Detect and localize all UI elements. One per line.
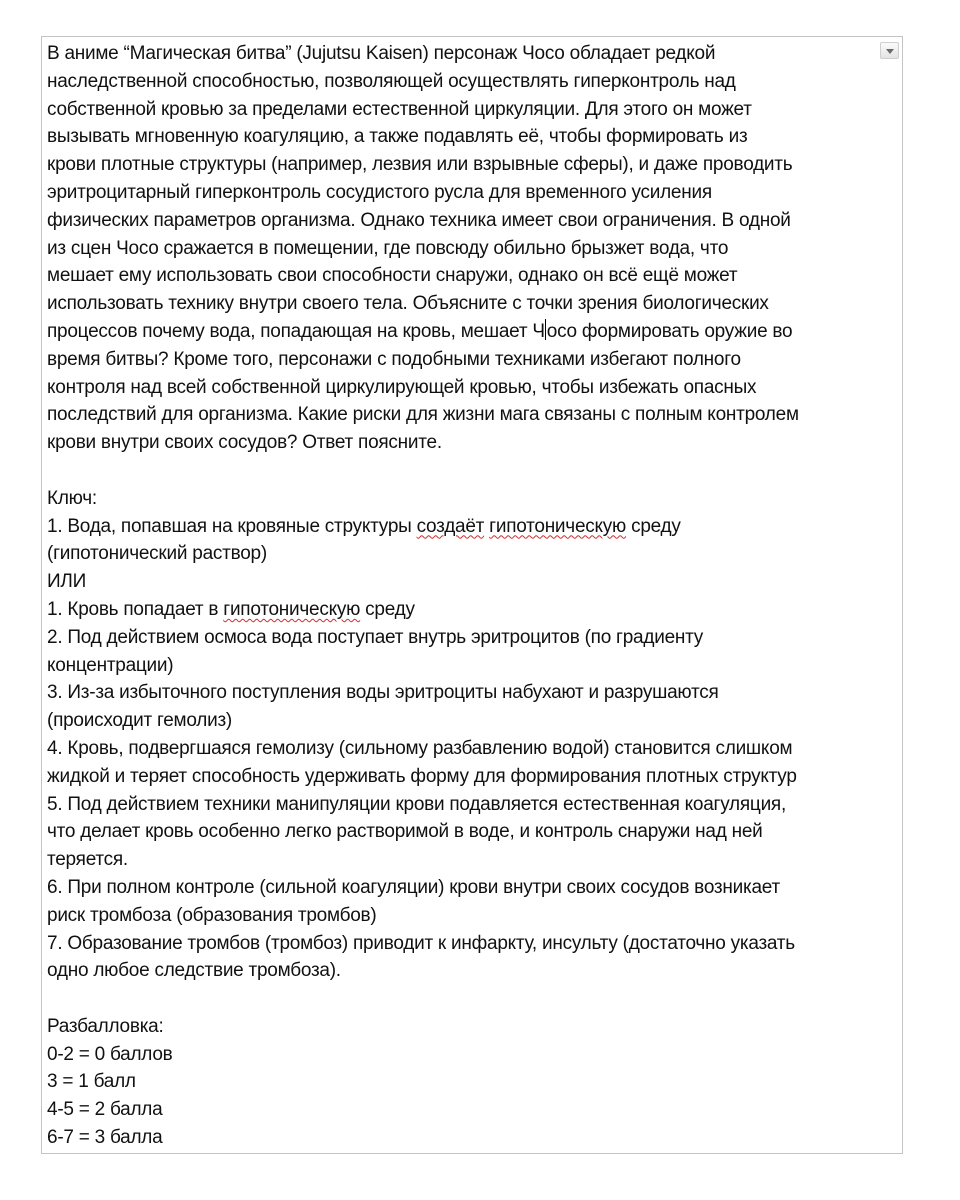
key-or: ИЛИ bbox=[47, 571, 87, 593]
key-item-text: среду bbox=[626, 515, 681, 537]
question-line: вызывать мгновенную коагуляцию, а также подавлять её, чтобы формировать из bbox=[47, 126, 748, 148]
question-line-part: осо формировать оружие во bbox=[546, 320, 793, 342]
key-item-line: (происходит гемолиз) bbox=[47, 710, 233, 732]
key-item-line: что делает кровь особенно легко растворимой в воде, и контроль снаружи над ней bbox=[47, 821, 763, 843]
question-line: из сцен Чосо сражается в помещении, где повсюду обильно брызжет вода, что bbox=[47, 237, 729, 259]
question-line bbox=[47, 318, 903, 346]
question-line-part: процессов почему вода, попадающая на кровь, мешает Ч bbox=[47, 320, 545, 342]
key-item-1a bbox=[47, 513, 903, 541]
question-line: собственной кровью за пределами естественной циркуляции. Для этого он может bbox=[47, 98, 752, 120]
key-item-line: риск тромбоза (образования тромбов) bbox=[47, 904, 377, 926]
key-item-line: жидкой и теряет способность удерживать форму для формирования плотных структур bbox=[47, 765, 797, 787]
key-item-text: среду bbox=[360, 598, 415, 620]
scoring-row: 4-5 = 2 балла bbox=[47, 1099, 163, 1121]
key-item-1b bbox=[47, 596, 903, 624]
scoring-row: 0-2 = 0 баллов bbox=[47, 1043, 173, 1065]
key-item-line: 2. Под действием осмоса вода поступает внутрь эритроцитов (по градиенту bbox=[47, 626, 704, 648]
scoring-row: 6-7 = 3 балла bbox=[47, 1127, 163, 1149]
key-item-text: 1. Вода, попавшая на кровяные структуры bbox=[47, 515, 417, 537]
cell-content[interactable] bbox=[47, 40, 903, 1152]
question-line: эритроцитарный гиперконтроль сосудистого русла для временного усиления bbox=[47, 181, 712, 203]
question-line: крови плотные структуры (например, лезвия или взрывные сферы), и даже проводить bbox=[47, 154, 793, 176]
key-item-text: 1. Кровь попадает в bbox=[47, 598, 224, 620]
scoring-heading: Разбалловка: bbox=[47, 1015, 164, 1037]
key-item-line: 4. Кровь, подвергшаяся гемолизу (сильному разбавлению водой) становится слишком bbox=[47, 737, 793, 759]
spellcheck-word[interactable]: гипотоническую bbox=[223, 598, 361, 620]
blank-line bbox=[47, 457, 903, 485]
question-line: мешает ему использовать свои способности снаружи, однако он всё ещё может bbox=[47, 265, 738, 287]
question-line: время битвы? Кроме того, персонажи с подобными техниками избегают полного bbox=[47, 348, 741, 370]
question-line: физических параметров организма. Однако техника имеет свои ограничения. В одной bbox=[47, 209, 791, 231]
key-item-line: 6. При полном контроле (сильной коагуляции) крови внутри своих сосудов возникает bbox=[47, 876, 780, 898]
key-item-line: теряется. bbox=[47, 849, 128, 871]
scoring-row: 3 = 1 балл bbox=[47, 1071, 136, 1093]
key-item-line: 7. Образование тромбов (тромбоз) приводит к инфаркту, инсульту (достаточно указать bbox=[47, 932, 795, 954]
blank-line bbox=[47, 985, 903, 1013]
question-line: контроля над всей собственной циркулирующей кровью, чтобы избежать опасных bbox=[47, 376, 757, 398]
key-heading: Ключ: bbox=[47, 487, 97, 509]
key-item-line: (гипотонический раствор) bbox=[47, 543, 267, 565]
key-item-line: концентрации) bbox=[47, 654, 174, 676]
key-item-line: 5. Под действием техники манипуляции крови подавляется естественная коагуляция, bbox=[47, 793, 786, 815]
question-line: наследственной способностью, позволяющей осуществлять гиперконтроль над bbox=[47, 70, 736, 92]
question-line: В аниме “Магическая битва” (Jujutsu Kaisen) персонаж Чосо обладает редкой bbox=[47, 43, 716, 64]
question-line: крови внутри своих сосудов? Ответ поясните. bbox=[47, 432, 442, 454]
key-item-line: 3. Из-за избыточного поступления воды эритроциты набухают и разрушаются bbox=[47, 682, 719, 704]
question-line: последствий для организма. Какие риски для жизни мага связаны с полным контролем bbox=[47, 404, 799, 426]
spellcheck-word[interactable]: гипотоническую bbox=[489, 515, 627, 537]
spellcheck-word[interactable]: создаёт bbox=[416, 515, 485, 537]
key-item-line: одно любое следствие тромбоза). bbox=[47, 960, 341, 982]
question-line: использовать технику внутри своего тела. Объясните с точки зрения биологических bbox=[47, 293, 769, 315]
